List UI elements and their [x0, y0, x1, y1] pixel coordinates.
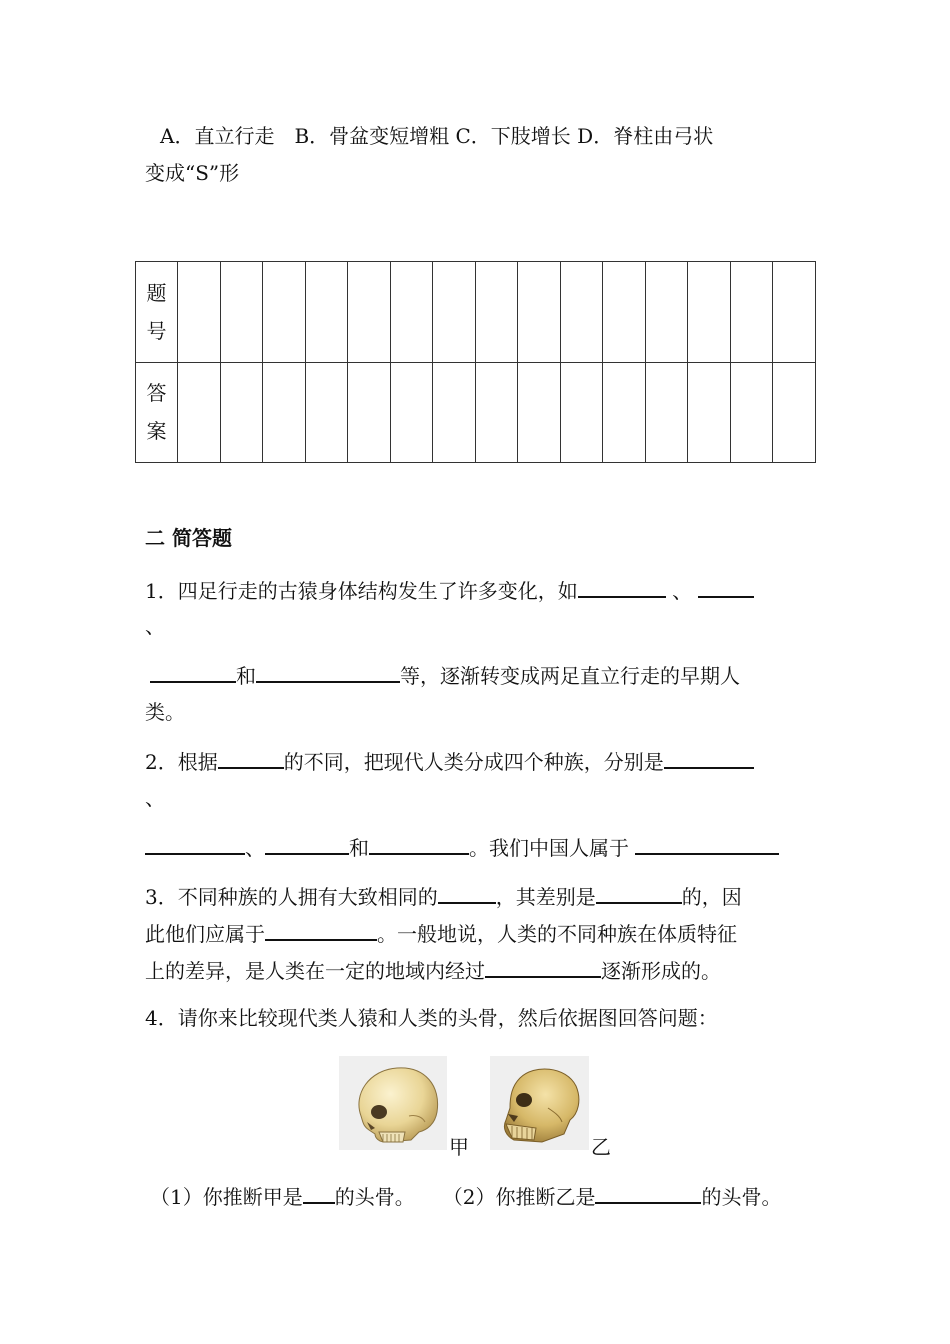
row-label-char: 号 — [146, 318, 167, 343]
q3-text-c: 的，因 — [681, 885, 742, 909]
table-cell[interactable] — [475, 362, 518, 463]
q2-blank-6[interactable] — [635, 835, 779, 855]
q2-blank-5[interactable] — [369, 835, 469, 855]
q1-blank-2[interactable] — [698, 578, 754, 598]
table-cell[interactable] — [475, 262, 518, 363]
q4-sub2-end: 的头骨。 — [701, 1185, 782, 1209]
table-cell[interactable] — [263, 262, 306, 363]
q3-text-d: 此他们应属于 — [145, 922, 265, 946]
table-cell[interactable] — [560, 362, 603, 463]
q4-sub1-end: 的头骨。 — [334, 1185, 415, 1209]
question-2-line-2 — [145, 835, 779, 858]
q2-blank-4[interactable] — [265, 835, 349, 855]
question-2-line-1 — [145, 749, 754, 772]
q1-blank-3[interactable] — [150, 663, 236, 683]
q1-he: 和 — [236, 664, 256, 688]
question-2-continuation: 、 — [145, 786, 165, 810]
q3-text-e: 。一般地说，人类的不同种族在体质特征 — [377, 922, 737, 946]
table-cell[interactable] — [773, 262, 816, 363]
table-cell[interactable] — [220, 362, 263, 463]
table-cell[interactable] — [390, 262, 433, 363]
q2-text-a: 2．根据 — [145, 750, 218, 774]
question-1-line-1 — [145, 578, 754, 601]
table-cell[interactable] — [730, 262, 773, 363]
section-title: 二 简答题 — [145, 526, 232, 550]
table-cell[interactable] — [433, 262, 476, 363]
table-cell[interactable] — [390, 362, 433, 463]
table-cell[interactable] — [688, 262, 731, 363]
q3-text-g: 逐渐形成的。 — [601, 959, 721, 983]
q2-dun: 、 — [245, 836, 265, 860]
q2-blank-1[interactable] — [218, 749, 284, 769]
table-cell[interactable] — [518, 362, 561, 463]
question-4-subquestions — [150, 1184, 781, 1207]
q1-blank-4[interactable] — [256, 663, 400, 683]
q3-blank-3[interactable] — [265, 921, 377, 941]
table-cell[interactable] — [178, 262, 221, 363]
table-cell[interactable] — [688, 362, 731, 463]
table-cell[interactable] — [433, 362, 476, 463]
table-cell[interactable] — [348, 262, 391, 363]
row-label-char: 答 — [146, 381, 167, 406]
caption-jia: 甲 — [449, 1135, 469, 1159]
q1-separator: 、 — [665, 579, 699, 603]
question-3-line-2 — [145, 921, 737, 944]
q3-text-f: 上的差异，是人类在一定的地域内经过 — [145, 959, 485, 983]
table-cell[interactable] — [603, 262, 646, 363]
q2-blank-2[interactable] — [664, 749, 754, 769]
table-cell[interactable] — [348, 362, 391, 463]
question-number-row — [136, 262, 816, 363]
table-cell[interactable] — [773, 362, 816, 463]
table-cell[interactable] — [305, 262, 348, 363]
table-cell[interactable] — [645, 362, 688, 463]
table-cell[interactable] — [263, 362, 306, 463]
row-label-char: 题 — [146, 280, 167, 305]
q4-blank-2[interactable] — [595, 1184, 701, 1204]
q1-text: 1．四足行走的古猿身体结构发生了许多变化，如 — [145, 579, 578, 603]
q1-blank-1[interactable] — [578, 578, 666, 598]
table-cell[interactable] — [220, 262, 263, 363]
question-1-line-2 — [150, 663, 740, 686]
ape-skull-image — [490, 1056, 589, 1150]
caption-yi: 乙 — [591, 1135, 611, 1159]
q2-text-b: 的不同，把现代人类分成四个种族，分别是 — [283, 750, 664, 774]
q1-rest: 等，逐渐转变成两足直立行走的早期人 — [400, 664, 740, 688]
q4-sub2-text: （2）你推断乙是 — [442, 1185, 596, 1209]
question-3-line-1 — [145, 884, 742, 907]
q3-blank-2[interactable] — [596, 884, 682, 904]
q4-blank-1[interactable] — [303, 1184, 335, 1204]
table-cell[interactable] — [730, 362, 773, 463]
q3-text-b: ，其差别是 — [495, 885, 596, 909]
human-skull-image — [339, 1056, 447, 1150]
table-cell[interactable] — [560, 262, 603, 363]
answer-row — [136, 362, 816, 463]
q3-blank-1[interactable] — [438, 884, 496, 904]
row-label-question-number — [136, 262, 178, 363]
question-1-continuation: 、 — [145, 614, 165, 638]
table-cell[interactable] — [603, 362, 646, 463]
q2-he: 和 — [349, 836, 369, 860]
q4-sub1-text: （1）你推断甲是 — [150, 1185, 303, 1209]
q3-text-a: 3．不同种族的人拥有大致相同的 — [145, 885, 438, 909]
table-cell[interactable] — [645, 262, 688, 363]
row-label-answer — [136, 362, 178, 463]
q2-blank-3[interactable] — [145, 835, 245, 855]
question-1-line-3: 类。 — [145, 700, 185, 724]
answer-table — [135, 261, 816, 463]
question-4-line-1: 4．请你来比较现代类人猿和人类的头骨，然后依据图回答问题： — [145, 1006, 718, 1030]
row-label-char: 案 — [146, 419, 167, 444]
table-cell[interactable] — [518, 262, 561, 363]
table-cell[interactable] — [305, 362, 348, 463]
q3-blank-4[interactable] — [485, 958, 601, 978]
q2-text-c: 。我们中国人属于 — [469, 836, 636, 860]
options-line-1: A．直立行走 B．骨盆变短增粗 C．下肢增长 D．脊柱由弓状 — [160, 124, 714, 148]
options-line-2: 变成“S”形 — [145, 161, 240, 185]
table-cell[interactable] — [178, 362, 221, 463]
question-3-line-3 — [145, 958, 721, 981]
